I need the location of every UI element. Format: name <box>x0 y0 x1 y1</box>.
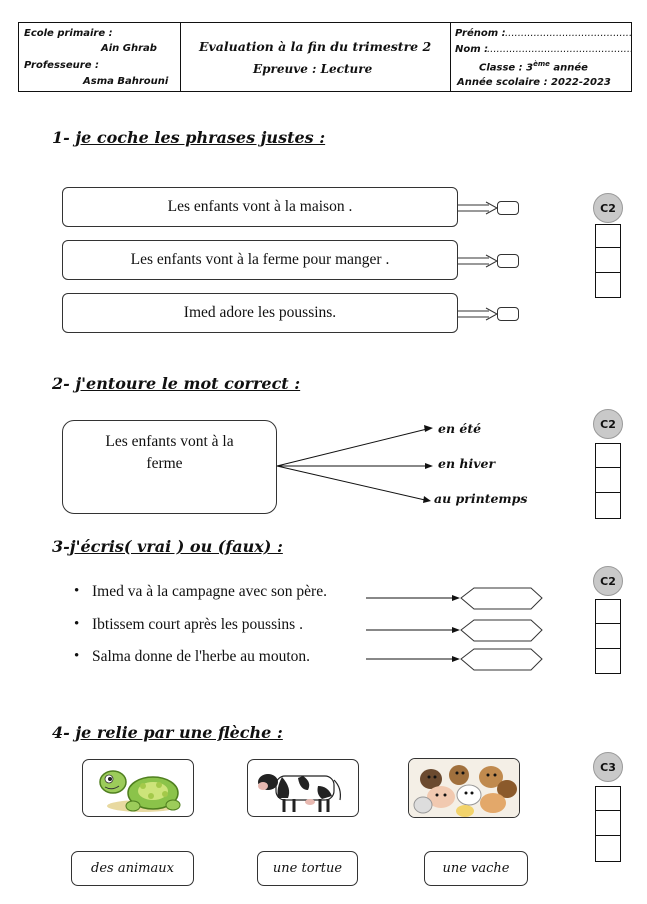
sentence-box-3: Imed adore les poussins. <box>62 293 458 333</box>
sentence-line-1: Les enfants vont à la <box>105 433 234 450</box>
score-box[interactable] <box>595 786 621 811</box>
sentence-box-1: Les enfants vont à la maison . <box>62 187 458 227</box>
section2-title: 2- j'entoure le mot correct : <box>52 374 301 393</box>
statement-2: • Ibtissem court après les poussins . <box>92 616 303 634</box>
evaluation-title: Evaluation à la fin du trimestre 2 <box>199 39 432 54</box>
score-boxes-2 <box>595 443 621 519</box>
score-boxes-3 <box>595 599 621 674</box>
score-box[interactable] <box>595 468 621 493</box>
word-box-animaux[interactable]: des animaux <box>71 851 194 886</box>
option-en-hiver[interactable]: en hiver <box>438 456 496 471</box>
answer-hexagon-2 <box>461 620 542 641</box>
competency-badge-4: C3 <box>593 752 623 782</box>
arrowhead-ete <box>424 425 433 432</box>
competency-badge-3: C2 <box>593 566 623 596</box>
section4-title: 4- je relie par une flèche : <box>52 723 283 742</box>
school-cell <box>19 23 181 91</box>
score-box[interactable] <box>595 599 621 624</box>
score-box[interactable] <box>595 273 621 298</box>
title-cell <box>181 23 451 91</box>
choice-arrows <box>275 420 440 510</box>
school-year: Année scolaire : 2022-2023 <box>457 77 611 88</box>
school-value: Ain Ghrab <box>101 43 157 54</box>
cow-icon <box>248 760 359 817</box>
answer-hexagon-1 <box>461 588 542 609</box>
arrow-line-ete <box>277 429 427 466</box>
score-box[interactable] <box>595 248 621 273</box>
cow-picture[interactable] <box>247 759 359 817</box>
answer-hexagon-3 <box>461 649 542 670</box>
farm-animals-icon <box>409 759 520 818</box>
arrow-to-checkbox-1 <box>458 202 497 214</box>
checkbox-1[interactable] <box>497 201 519 215</box>
subject-title: Epreuve : Lecture <box>253 62 373 76</box>
answer-arrows <box>360 585 550 675</box>
tortoise-icon <box>83 760 194 817</box>
statement-1: • Imed va à la campagne avec son père. <box>92 583 327 601</box>
score-box[interactable] <box>595 624 621 649</box>
name-field[interactable]: .............................................. <box>487 44 634 55</box>
arrowhead-printemps <box>423 496 431 503</box>
score-box[interactable] <box>595 224 621 248</box>
competency-badge-1: C2 <box>593 193 623 223</box>
section1-title: 1- je coche les phrases justes : <box>52 128 326 147</box>
sentence-line-2: ferme <box>146 455 183 472</box>
teacher-label: Professeure : <box>24 60 99 71</box>
statement-3: • Salma donne de l'herbe au mouton. <box>92 648 310 666</box>
checkbox-3[interactable] <box>497 307 519 321</box>
competency-badge-2: C2 <box>593 409 623 439</box>
header-table <box>18 22 632 92</box>
animals-picture[interactable] <box>408 758 520 818</box>
option-au-printemps[interactable]: au printemps <box>434 491 528 506</box>
score-boxes-4 <box>595 786 621 862</box>
tortoise-picture[interactable] <box>82 759 194 817</box>
score-box[interactable] <box>595 649 621 674</box>
score-boxes-1 <box>595 224 621 298</box>
checkbox-2[interactable] <box>497 254 519 268</box>
student-cell <box>451 23 634 91</box>
sentence-box-2: Les enfants vont à la ferme pour manger . <box>62 240 458 280</box>
word-box-tortue[interactable]: une tortue <box>257 851 358 886</box>
section3-title: 3-j'écris( vrai ) ou (faux) : <box>52 537 283 556</box>
arrow-to-checkbox-2 <box>458 255 497 267</box>
arrow-line-printemps <box>277 466 425 500</box>
school-label: Ecole primaire : <box>24 28 113 39</box>
arrowhead-hiver <box>425 463 433 469</box>
teacher-value: Asma Bahrouni <box>83 76 169 87</box>
score-box[interactable] <box>595 493 621 519</box>
score-box[interactable] <box>595 811 621 836</box>
sentence-box-s2 <box>62 420 277 514</box>
firstname-label: Prénom : <box>455 28 506 39</box>
name-label: Nom : <box>455 44 489 55</box>
option-en-ete[interactable]: en été <box>438 421 482 436</box>
word-box-vache[interactable]: une vache <box>424 851 528 886</box>
arrow-to-checkbox-3 <box>458 308 497 320</box>
score-box[interactable] <box>595 443 621 468</box>
score-box[interactable] <box>595 836 621 862</box>
firstname-field[interactable]: ........................................ <box>505 28 633 39</box>
class-label: Classe : 3ème année <box>479 60 588 74</box>
